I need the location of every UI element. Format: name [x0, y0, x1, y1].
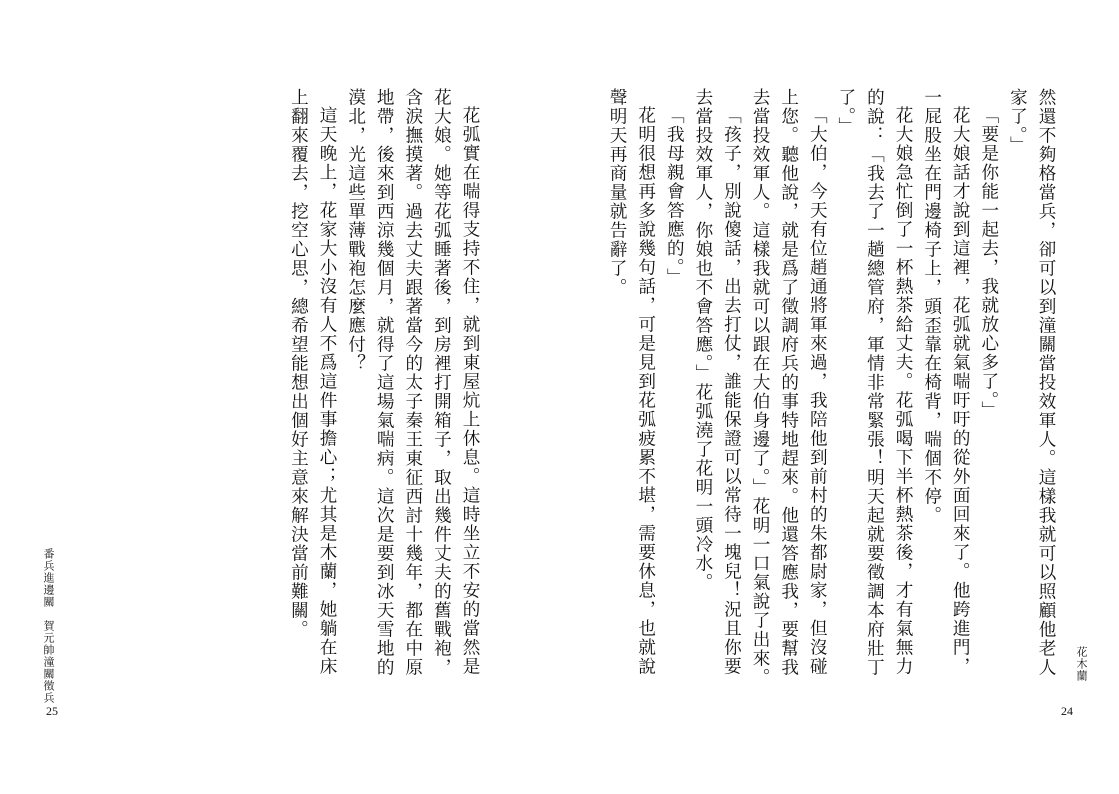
- right-page: [560, 0, 1119, 794]
- paragraph: 花明很想再多說幾句話，可是見到花弧疲累不堪，需要休息，也就說聲明天再商量就告辭了。: [607, 88, 656, 676]
- paragraph: 「孩子，別說傻話，出去打仗，誰能保證可以常待一塊兒！況且你要去當投效軍人，你娘也不會答應。」花弧澆了花明一頭冷水。: [692, 88, 742, 676]
- paragraph: 這天晚上，花家大小沒有人不爲這件事擔心；尤其是木蘭，她躺在床上翻來覆去，挖空心思，總希望能想出個好主意來解決當前難關。: [288, 88, 338, 676]
- running-head-chapter: [40, 548, 56, 704]
- running-head-part: 番兵進邊關: [42, 548, 55, 608]
- paragraph: 「大伯，今天有位趙通將軍來過，我陪他到前村的朱都尉家，但沒碰上您。聽他說，就是爲了徵調府兵的事特地趕來。他還答應我，要幫我去當投效軍人。這樣我就可以跟在大伯身邊了。」花明一口氣說了出來。: [750, 88, 828, 688]
- paragraph: 「我母親會答應的。」: [664, 105, 685, 287]
- running-head-book-title: 花木蘭: [1075, 646, 1088, 682]
- page-number: 24: [1061, 704, 1073, 718]
- paragraph: 花大娘話才說到這裡，花弧就氣喘吁吁的從外面回來了。他跨進門，一屁股坐在門邊椅子上，頭歪靠在椅背，喘個不停。: [921, 88, 971, 676]
- running-head-section: 賀元帥潼關徵兵: [42, 620, 55, 704]
- right-page-body: [607, 88, 1060, 688]
- paragraph: 花弧實在喘得支持不住，就到東屋炕上休息。這時坐立不安的當然是花大娘。她等花弧睡著後，到房裡打開箱子，取出幾件丈夫的舊戰袍，含淚撫摸著。過去丈夫跟著當今的太子秦王東征西討十幾年，都在中原地帶，後來到西涼幾個月，就得了這場氣喘病。這次是要到冰天雪地的漠北，光這些單薄戰袍怎麼應付？: [345, 88, 480, 677]
- page-number: 25: [46, 704, 58, 718]
- paragraph: 然還不夠格當兵，卻可以到潼關當投效軍人。這樣我就可以照顧他老人家了。」: [1007, 88, 1056, 677]
- paragraph: 「要是你能一起去，我就放心多了。」: [978, 105, 999, 420]
- paragraph: 花大娘急忙倒了一杯熱茶給丈夫。花弧喝下半杯熱茶後，才有氣無力的說：「我去了一趟總管府，軍情非常緊張！明天起就要徵調本府壯丁了。」: [835, 88, 914, 677]
- left-page-body: [288, 88, 484, 688]
